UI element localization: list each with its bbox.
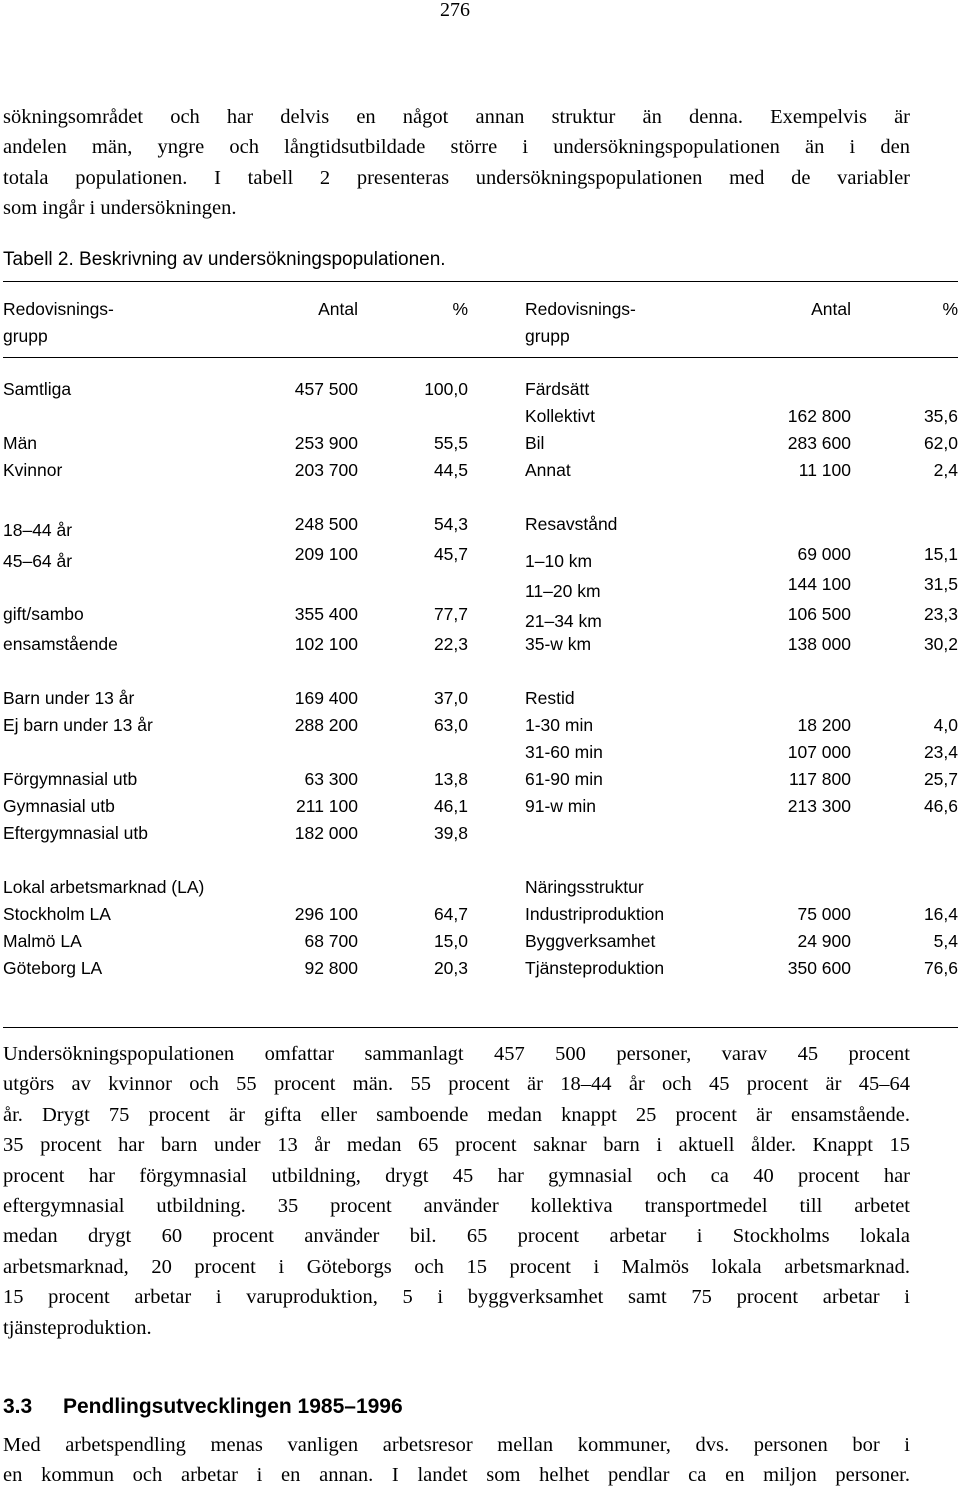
left-row-percent: 15,0 — [433, 931, 468, 951]
right-row-label: 21–34 km — [525, 611, 602, 631]
left-row-percent: 13,8 — [433, 769, 468, 789]
left-row-percent: 46,1 — [433, 796, 468, 816]
right-row-label: Restid — [525, 688, 575, 708]
left-row-count: 203 700 — [294, 460, 358, 480]
left-row-count: 182 000 — [294, 823, 358, 843]
section-heading — [3, 1395, 403, 1419]
text-line: eftergymnasial utbildning. 35 procent använder kollektiva transportmedel till arbetet — [3, 1194, 910, 1217]
left-row-count: 355 400 — [294, 604, 358, 624]
left-row-label: Gymnasial utb — [3, 796, 115, 816]
table-bottom-rule — [3, 1027, 958, 1028]
left-row-percent: 37,0 — [433, 688, 468, 708]
text-line: totala populationen. I tabell 2 presenteras undersökningspopulationen med de variabler — [3, 166, 910, 189]
right-row-label: 1–10 km — [525, 551, 593, 571]
table-top-rule — [3, 281, 958, 282]
right-row-percent: 35,6 — [923, 406, 958, 426]
right-row-count: 11 100 — [798, 460, 851, 480]
left-row-count: 296 100 — [294, 904, 358, 924]
right-row-count: 107 000 — [787, 742, 851, 762]
left-row-label: Ej barn under 13 år — [3, 715, 153, 735]
right-row-count: 283 600 — [787, 433, 851, 453]
header-group-left: Redovisnings- — [3, 299, 114, 319]
right-row-label: 11–20 km — [525, 581, 601, 601]
header-percent-right: % — [942, 299, 958, 319]
right-row-label: 61-90 min — [525, 769, 603, 789]
text-line: arbetsmarknad, 20 procent i Göteborgs och 15 procent i Malmös lokala arbetsmarknad. — [3, 1255, 910, 1278]
section-title: Pendlingsutvecklingen 1985–1996 — [63, 1395, 403, 1418]
right-row-label: Industriproduktion — [525, 904, 665, 924]
right-row-count: 75 000 — [797, 904, 851, 924]
left-row-label: Göteborg LA — [3, 958, 103, 978]
text-line: sökningsområdet och har delvis en något annan struktur än denna. Exempelvis är — [3, 106, 910, 128]
right-row-count: 106 500 — [787, 604, 851, 624]
right-row-count: 69 000 — [797, 544, 851, 564]
left-row-count: 209 100 — [294, 544, 358, 564]
left-row-label: Män — [3, 433, 38, 453]
intro-paragraph — [3, 102, 910, 224]
right-row-label: Bil — [525, 433, 545, 453]
table-caption: Tabell 2. Beskrivning av undersökningspopulationen. — [3, 249, 446, 270]
header-group-right: Redovisnings- — [525, 299, 636, 319]
right-row-percent: 30,2 — [923, 634, 958, 654]
right-row-label: Resavstånd — [525, 514, 618, 534]
text-line: medan drygt 60 procent använder bil. 65 procent arbetar i Stockholms lokala — [3, 1225, 910, 1248]
right-row-label: Färdsätt — [525, 379, 590, 399]
left-row-count: 169 400 — [294, 688, 358, 708]
right-row-label: 1-30 min — [525, 715, 594, 735]
right-row-percent: 5,4 — [933, 931, 958, 951]
right-row-percent: 23,3 — [923, 604, 958, 624]
closing-paragraph — [3, 1430, 910, 1491]
right-row-label: 91-w min — [525, 796, 596, 816]
left-row-label: Malmö LA — [3, 931, 82, 951]
right-row-percent: 15,1 — [923, 544, 958, 564]
left-row-label: Förgymnasial utb — [3, 769, 138, 789]
left-row-label: 45–64 år — [3, 551, 73, 571]
left-row-count: 457 500 — [294, 379, 358, 399]
text-line: tjänsteproduktion. — [3, 1316, 152, 1339]
right-row-label: Annat — [525, 460, 571, 480]
left-row-count: 102 100 — [294, 634, 358, 654]
left-row-count: 68 700 — [304, 931, 358, 951]
text-line: Undersökningspopulationen omfattar sammanlagt 457 500 personer, varav 45 procent — [3, 1043, 910, 1065]
left-row-count: 92 800 — [304, 958, 358, 978]
header-group-right-2: grupp — [525, 326, 570, 346]
right-row-count: 350 600 — [787, 958, 851, 978]
right-row-count: 144 100 — [787, 574, 851, 594]
right-row-count: 213 300 — [787, 796, 851, 816]
text-line: år. Drygt 75 procent är gifta eller samboende medan knappt 25 procent är ensamstående. — [3, 1103, 910, 1126]
header-count-right: Antal — [811, 299, 851, 319]
text-line: som ingår i undersökningen. — [3, 197, 237, 220]
left-row-label: Lokal arbetsmarknad (LA) — [3, 877, 205, 897]
left-row-percent: 77,7 — [433, 604, 468, 624]
left-row-percent: 54,3 — [433, 514, 468, 534]
text-line: en kommun och arbetar i en annan. I landet som helhet pendlar ca en miljon personer. — [3, 1464, 910, 1487]
right-row-percent: 46,6 — [923, 796, 958, 816]
page-number: 276 — [440, 0, 470, 21]
left-row-percent: 55,5 — [433, 433, 468, 453]
left-row-percent: 22,3 — [433, 634, 468, 654]
left-row-percent: 64,7 — [433, 904, 468, 924]
right-row-label: 31-60 min — [525, 742, 603, 762]
text-line: 35 procent har barn under 13 år medan 65 procent saknar barn i aktuell ålder. Knappt 15 — [3, 1134, 910, 1157]
text-line: procent har förgymnasial utbildning, drygt 45 har gymnasial och ca 40 procent har — [3, 1164, 910, 1187]
right-row-percent: 2,4 — [933, 460, 958, 480]
right-row-label: Byggverksamhet — [525, 931, 656, 951]
right-row-count: 162 800 — [787, 406, 851, 426]
left-row-label: gift/sambo — [3, 604, 84, 624]
left-row-label: 18–44 år — [3, 520, 73, 540]
right-row-percent: 16,4 — [923, 904, 958, 924]
left-row-count: 63 300 — [304, 769, 358, 789]
right-row-label: Kollektivt — [525, 406, 596, 426]
left-row-count: 248 500 — [294, 514, 358, 534]
left-row-count: 253 900 — [294, 433, 358, 453]
header-group-left-2: grupp — [3, 326, 48, 346]
right-row-percent: 31,5 — [923, 574, 958, 594]
right-row-percent: 25,7 — [923, 769, 958, 789]
left-row-percent: 39,8 — [433, 823, 468, 843]
header-count-left: Antal — [318, 299, 358, 319]
right-row-percent: 4,0 — [933, 715, 958, 735]
right-row-percent: 62,0 — [923, 433, 958, 453]
table-header-rule — [3, 357, 958, 358]
right-row-label: Tjänsteproduktion — [525, 958, 665, 978]
right-row-count: 117 800 — [789, 769, 851, 789]
left-row-label: Kvinnor — [3, 460, 63, 480]
section-number: 3.3 — [3, 1395, 33, 1418]
right-row-label: 35-w km — [525, 634, 592, 654]
left-row-percent: 44,5 — [433, 460, 468, 480]
right-row-count: 24 900 — [797, 931, 851, 951]
right-row-percent: 76,6 — [923, 958, 958, 978]
left-row-percent: 20,3 — [433, 958, 468, 978]
text-line: 15 procent arbetar i varuproduktion, 5 i byggverksamhet samt 75 procent arbetar i — [3, 1286, 910, 1309]
right-row-label: Näringsstruktur — [525, 877, 644, 897]
left-row-label: ensamstående — [3, 634, 118, 654]
left-row-label: Barn under 13 år — [3, 688, 135, 708]
left-row-label: Eftergymnasial utb — [3, 823, 148, 843]
text-line: Med arbetspendling menas vanligen arbetsresor mellan kommuner, dvs. personen bor i — [3, 1434, 910, 1456]
left-row-percent: 45,7 — [433, 544, 468, 564]
right-row-count: 138 000 — [787, 634, 851, 654]
left-row-label: Stockholm LA — [3, 904, 111, 924]
left-row-label: Samtliga — [3, 379, 72, 399]
left-row-percent: 63,0 — [433, 715, 468, 735]
left-row-percent: 100,0 — [424, 379, 468, 399]
right-row-percent: 23,4 — [923, 742, 958, 762]
left-row-count: 288 200 — [294, 715, 358, 735]
right-row-count: 18 200 — [797, 715, 851, 735]
header-percent-left: % — [452, 299, 468, 319]
text-line: andelen män, yngre och långtidsutbildade större i undersökningspopulationen än i den — [3, 136, 910, 159]
summary-paragraph — [3, 1039, 910, 1343]
text-line: utgörs av kvinnor och 55 procent män. 55 procent är 18–44 år och 45 procent är 45–64 — [3, 1073, 910, 1096]
left-row-count: 211 100 — [296, 796, 358, 816]
